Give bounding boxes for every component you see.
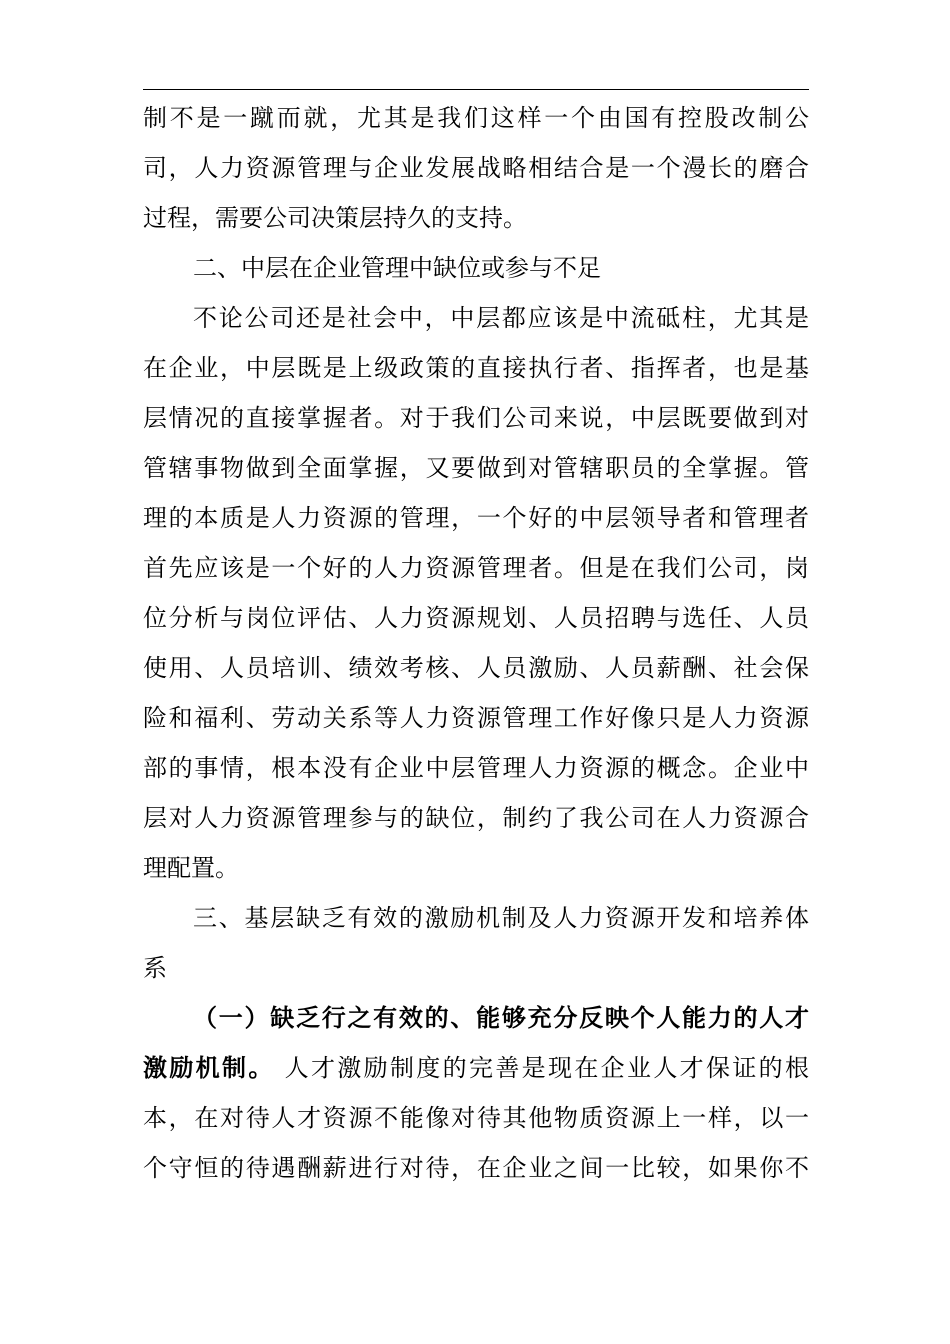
- text-line: 个守恒的待遇酬薪进行对待，在企业之间一比较，如果你不: [143, 1154, 809, 1182]
- text-line: 本，在对待人才资源不能像对待其他物质资源上一样，以一: [143, 1104, 809, 1132]
- text-line: 首先应该是一个好的人力资源管理者。但是在我们公司，岗: [143, 554, 809, 582]
- text-line: 管辖事物做到全面掌握，又要做到对管辖职员的全掌握。管: [143, 454, 809, 482]
- text-line: 理配置。: [143, 854, 239, 882]
- text-line: 部的事情，根本没有企业中层管理人力资源的概念。企业中: [143, 754, 809, 782]
- text-line: 过程，需要公司决策层持久的支持。: [143, 204, 527, 232]
- text-line: 层情况的直接掌握者。对于我们公司来说，中层既要做到对: [143, 404, 809, 432]
- header-rule: [143, 89, 809, 90]
- text-line: 司，人力资源管理与企业发展战略相结合是一个漫长的磨合: [143, 154, 809, 182]
- section-heading-3: 三、基层缺乏有效的激励机制及人力资源开发和培养体: [193, 904, 809, 932]
- section-heading-2: 二、中层在企业管理中缺位或参与不足: [193, 254, 601, 282]
- text-line: 层对人力资源管理参与的缺位，制约了我公司在人力资源合: [143, 804, 809, 832]
- text-line: 制不是一蹴而就，尤其是我们这样一个由国有控股改制公: [143, 104, 809, 132]
- document-body: [143, 93, 809, 1193]
- subsection-heading-1: （一）缺乏行之有效的、能够充分反映个人能力的人才: [193, 1004, 809, 1032]
- text-line: 系: [143, 954, 167, 982]
- text-line: 位分析与岗位评估、人力资源规划、人员招聘与选任、人员: [143, 604, 809, 632]
- text-line: 不论公司还是社会中，中层都应该是中流砥柱，尤其是: [193, 304, 809, 332]
- text-line: 在企业，中层既是上级政策的直接执行者、指挥者，也是基: [143, 354, 809, 382]
- subsection-heading-tail: 激励机制。: [143, 1054, 275, 1082]
- text-line: 理的本质是人力资源的管理，一个好的中层领导者和管理者: [143, 504, 809, 532]
- text-line: 险和福利、劳动关系等人力资源管理工作好像只是人力资源: [143, 704, 809, 732]
- mixed-line: [143, 1043, 809, 1093]
- text-segment: 人才激励制度的完善是现在企业人才保证的根: [284, 1054, 809, 1082]
- text-line: 使用、人员培训、绩效考核、人员激励、人员薪酬、社会保: [143, 654, 809, 682]
